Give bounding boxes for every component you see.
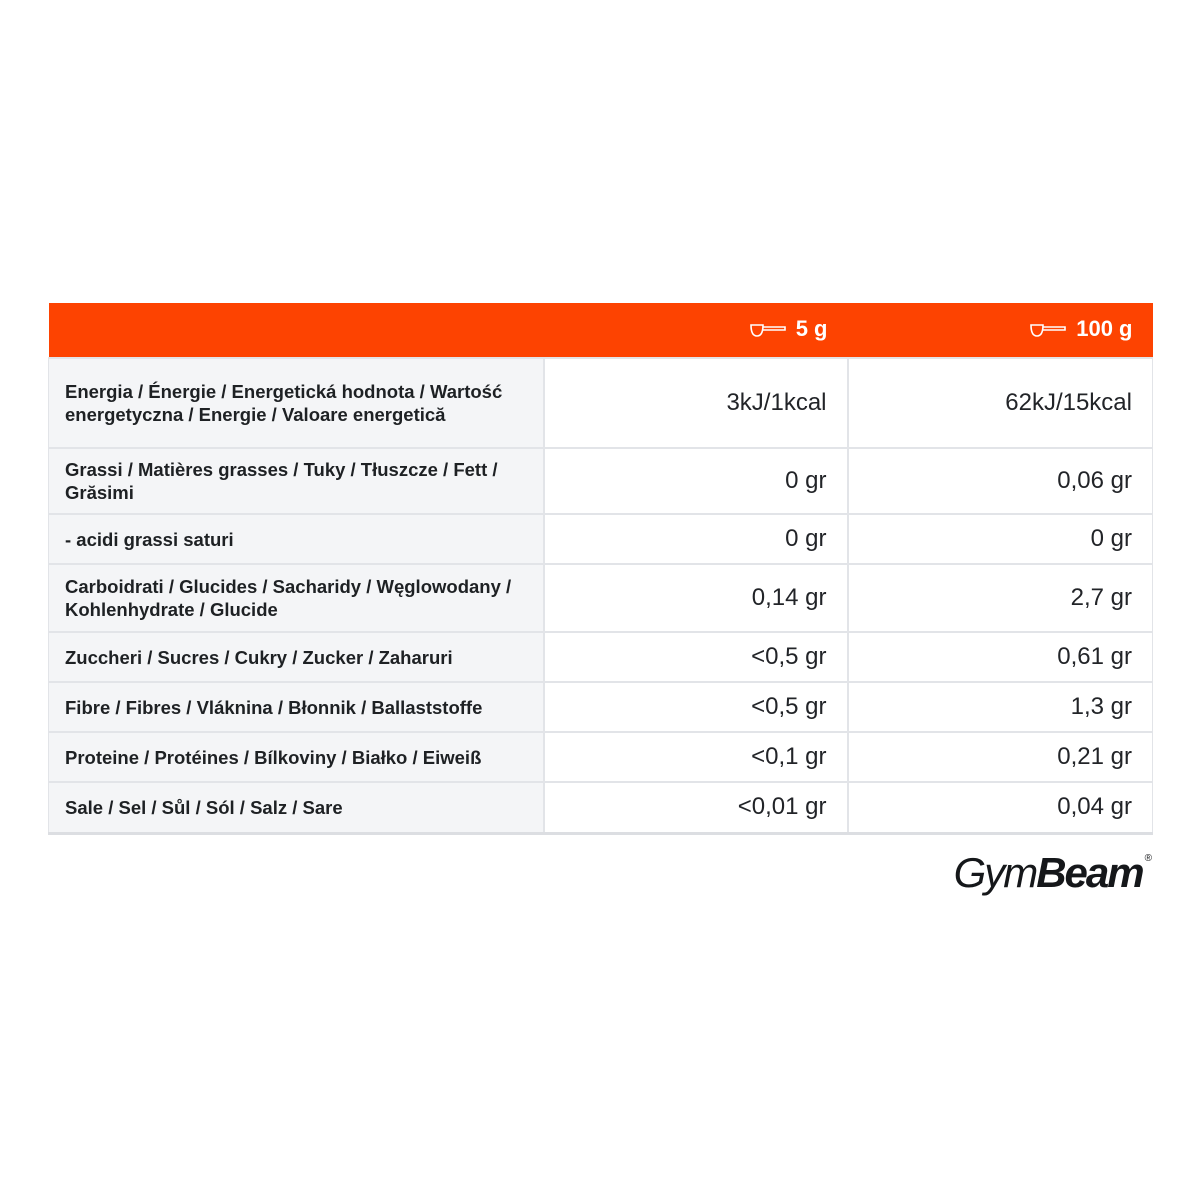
serving-value: <0,1 gr — [544, 732, 848, 782]
nutrient-label: - acidi grassi saturi — [49, 514, 544, 564]
table-row — [49, 514, 1153, 564]
per100-value: 0,04 gr — [848, 782, 1153, 833]
table-row — [49, 632, 1153, 682]
nutrient-label: Grassi / Matières grasses / Tuky / Tłuszcze / Fett / Grăsimi — [49, 448, 544, 514]
table-row — [49, 358, 1153, 448]
logo-text-bold: Beam — [1036, 849, 1143, 896]
nutrient-label: Zuccheri / Sucres / Cukry / Zucker / Zaharuri — [49, 632, 544, 682]
table-header-row — [49, 303, 1153, 358]
serving-value: 0,14 gr — [544, 564, 848, 632]
nutrient-label: Carboidrati / Glucides / Sacharidy / Węglowodany / Kohlenhydrate / Glucide — [49, 564, 544, 632]
table-row — [49, 732, 1153, 782]
gymbeam-logo — [953, 849, 1152, 896]
table-row — [49, 448, 1153, 514]
header-serving-label: 5 g — [795, 316, 828, 341]
header-serving-cell — [544, 303, 848, 358]
serving-value: 0 gr — [544, 514, 848, 564]
registered-mark: ® — [1144, 853, 1152, 864]
per100-value: 0,06 gr — [848, 448, 1153, 514]
serving-value: 0 gr — [544, 448, 848, 514]
table-row — [49, 782, 1153, 833]
nutrient-label: Energia / Énergie / Energetická hodnota / Wartość energetyczna / Energie / Valoare energetică — [49, 358, 544, 448]
serving-value: <0,5 gr — [544, 632, 848, 682]
nutrient-label: Sale / Sel / Sůl / Sól / Salz / Sare — [49, 782, 544, 833]
header-100-label: 100 g — [1076, 316, 1133, 341]
per100-value: 2,7 gr — [848, 564, 1153, 632]
per100-value: 62kJ/15kcal — [848, 358, 1153, 448]
per100-value: 0,61 gr — [848, 632, 1153, 682]
nutrient-label: Proteine / Protéines / Bílkoviny / Białko / Eiweiß — [49, 732, 544, 782]
per100-value: 1,3 gr — [848, 682, 1153, 732]
scoop-icon — [1030, 320, 1066, 338]
header-label-cell — [49, 303, 544, 358]
serving-value: 3kJ/1kcal — [544, 358, 848, 448]
header-100-cell — [848, 303, 1153, 358]
nutrition-table — [48, 303, 1153, 835]
per100-value: 0,21 gr — [848, 732, 1153, 782]
table-row — [49, 682, 1153, 732]
serving-value: <0,5 gr — [544, 682, 848, 732]
nutrient-label: Fibre / Fibres / Vláknina / Błonnik / Ballaststoffe — [49, 682, 544, 732]
serving-value: <0,01 gr — [544, 782, 848, 833]
per100-value: 0 gr — [848, 514, 1153, 564]
logo-text-light: Gym — [953, 849, 1037, 896]
scoop-icon — [750, 320, 786, 338]
table-row — [49, 564, 1153, 632]
